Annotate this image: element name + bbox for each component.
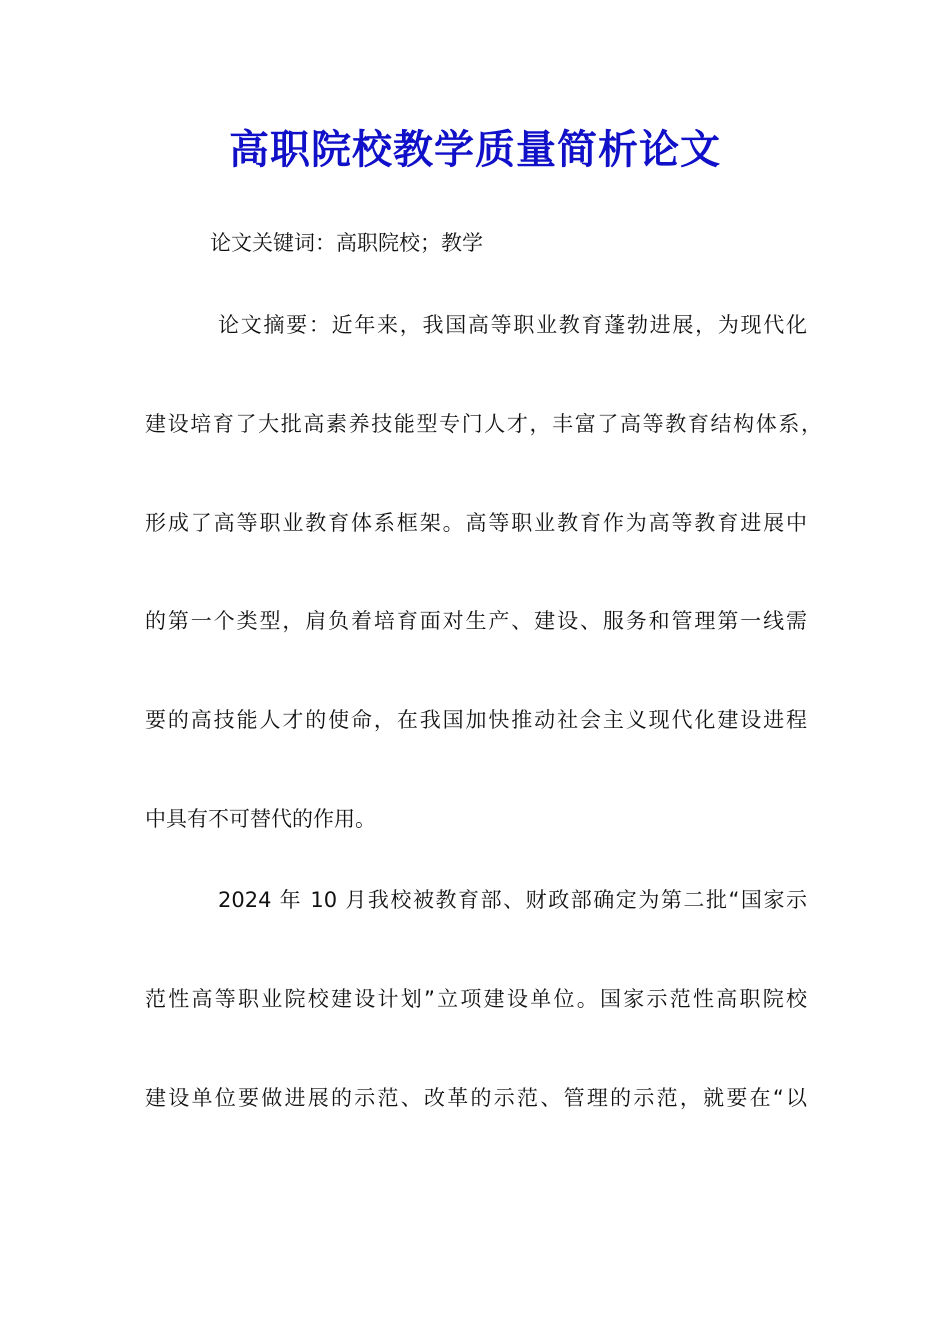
body-line-3: 建设单位要做进展的示范、改革的示范、管理的示范，就要在“以: [145, 1086, 807, 1110]
body-line-1: 2024 年 10 月我校被教育部、财政部确定为第二批“国家示: [218, 888, 807, 912]
abstract-line-6: 中具有不可替代的作用。: [145, 807, 376, 831]
abstract-line-4: 的第一个类型，肩负着培育面对生产、建设、服务和管理第一线需: [145, 609, 807, 633]
body-line-2: 范性高等职业院校建设计划”立项建设单位。国家示范性高职院校: [145, 987, 807, 1011]
keywords-line: 论文关键词：高职院校；教学: [210, 231, 483, 255]
abstract-line-5: 要的高技能人才的使命，在我国加快推动社会主义现代化建设进程: [145, 708, 807, 732]
abstract-line-1: 论文摘要：近年来，我国高等职业教育蓬勃进展，为现代化: [218, 313, 807, 337]
abstract-line-3: 形成了高等职业教育体系框架。高等职业教育作为高等教育进展中: [145, 511, 807, 535]
abstract-line-2: 建设培育了大批高素养技能型专门人才，丰富了高等教育结构体系，: [145, 412, 822, 436]
document-title: 高职院校教学质量简析论文: [229, 126, 721, 173]
